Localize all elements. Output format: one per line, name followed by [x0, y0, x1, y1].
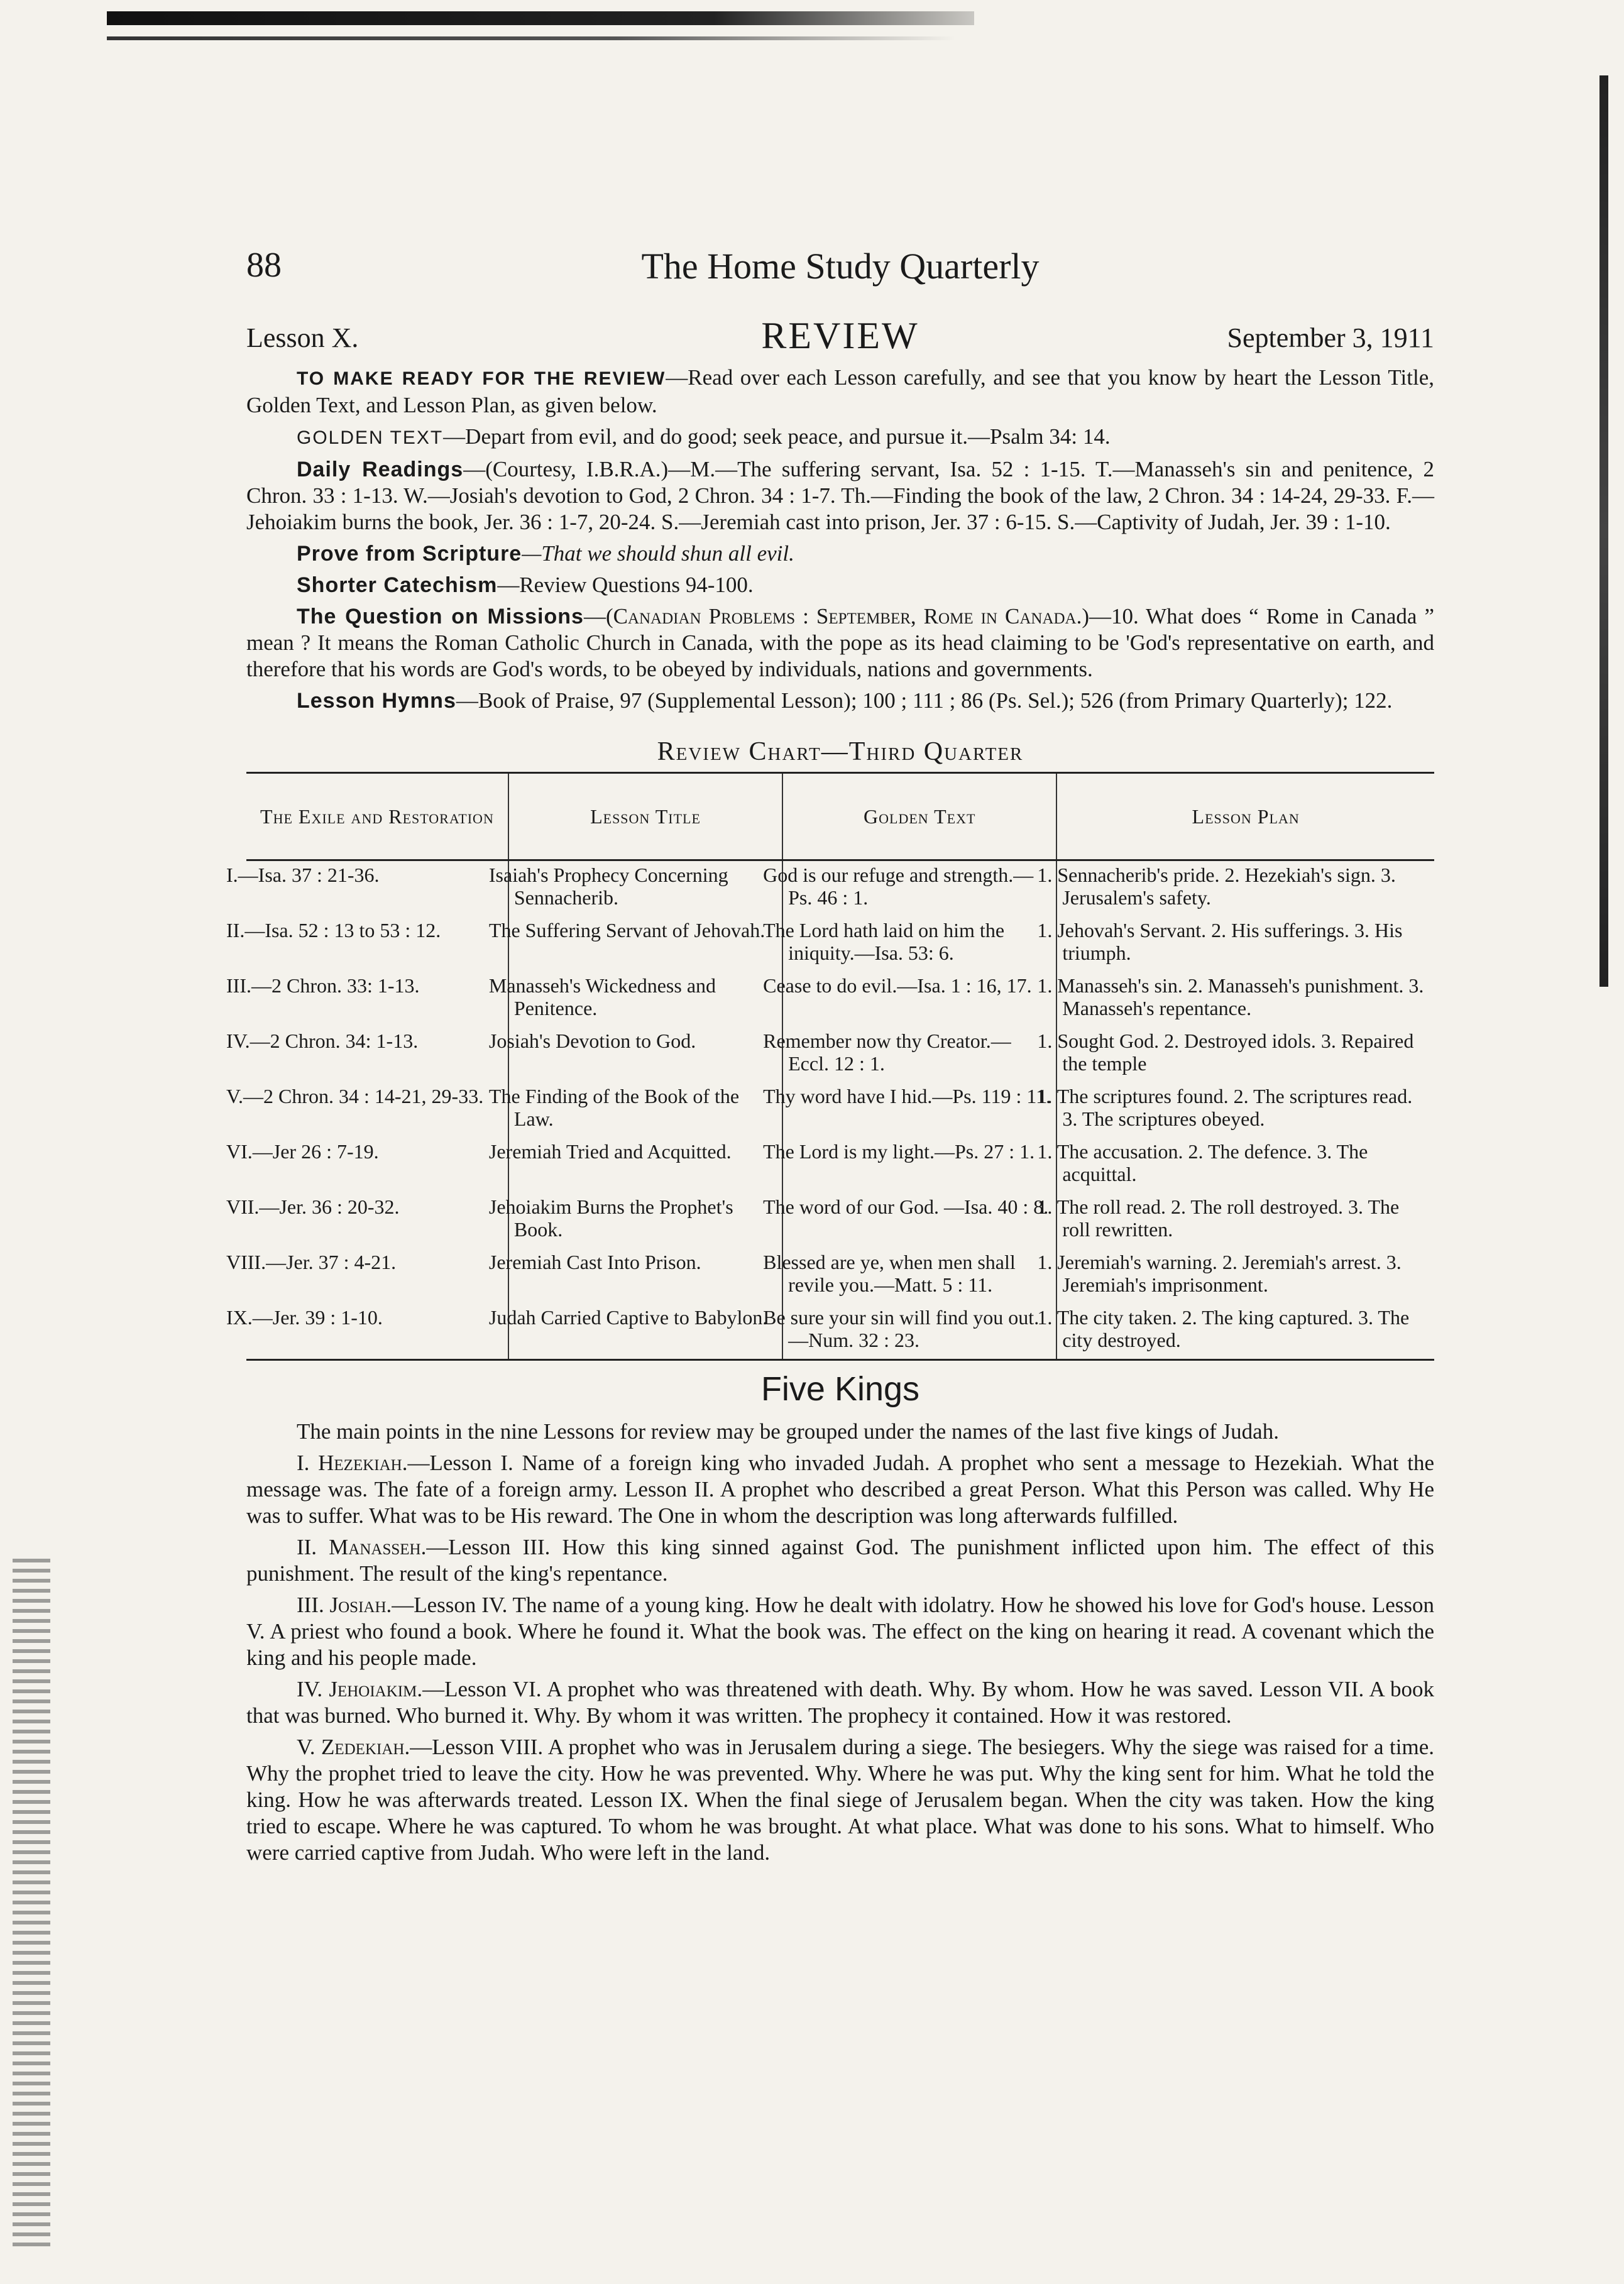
missions-text: What does “ Rome in Canada ” mean ? It means the Roman Catholic Church in Canada, with the pope as its head claiming to be 'God's representative on earth, and therefore that his words are God's words, to be obeyed by individuals, nations and governments.	[246, 604, 1435, 681]
prove-text: —That we should shun all evil.	[522, 541, 794, 566]
catechism-paragraph	[246, 572, 1434, 598]
cell-plan: 1. Manasseh's sin. 2. Manasseh's punishment. 3. Manasseh's repentance.	[1056, 972, 1434, 1027]
hymns-paragraph	[246, 688, 1434, 714]
page-number: 88	[246, 246, 282, 285]
king-text: —Lesson VIII. A prophet who was in Jerusalem during a siege. The besiegers. Why the siege was raised for a time. Why the prophet tried to leave the city. How he was prevented. Why. Where he was put. Why the king sent for him. What he told the king. How he was afterwards treated. Lesson IX. When the final siege of Jerusalem began. When the city was taken. How the king tried to escape. Where he was captured. To whom he was brought. At what place. What was done to his sons. What to himself. Who were carried captive from Judah. Who were left in the land.	[246, 1735, 1434, 1865]
table-row	[246, 1082, 1434, 1138]
cell-title: Jehoiakim Burns the Prophet's Book.	[508, 1193, 782, 1248]
table-row	[246, 1138, 1434, 1193]
cell-golden: The Lord hath laid on him the iniquity.—Isa. 53: 6.	[782, 916, 1056, 972]
prepare-paragraph	[246, 365, 1434, 419]
table-row	[246, 1027, 1434, 1082]
cell-plan: 1. The city taken. 2. The king captured. 3. The city destroyed.	[1056, 1304, 1434, 1360]
cell-title: Isaiah's Prophecy Concerning Sennacherib.	[508, 860, 782, 917]
cell-plan: 1. Jehovah's Servant. 2. His sufferings. 3. His triumph.	[1056, 916, 1434, 972]
scan-artifact-top	[107, 11, 974, 25]
column-header-passage: The Exile and Restoration	[246, 773, 508, 860]
daily-readings-label: Daily Readings	[297, 458, 464, 481]
cell-golden: Cease to do evil.—Isa. 1 : 16, 17.	[782, 972, 1056, 1027]
king-name: I. Hezekiah.	[297, 1451, 408, 1475]
cell-plan: 1. The accusation. 2. The defence. 3. The acquittal.	[1056, 1138, 1434, 1193]
cell-passage: I.—Isa. 37 : 21-36.	[226, 864, 380, 886]
cell-passage: IX.—Jer. 39 : 1-10.	[246, 1304, 508, 1360]
cell-golden: Thy word have I hid.—Ps. 119 : 11.	[782, 1082, 1056, 1138]
column-header-lesson-plan: Lesson Plan	[1056, 773, 1434, 860]
catechism-text: —Review Questions 94-100.	[497, 573, 754, 597]
cell-plan: 1. Sennacherib's pride. 2. Hezekiah's sign. 3. Jerusalem's safety.	[1056, 860, 1434, 917]
king-paragraph	[246, 1450, 1434, 1529]
daily-readings-paragraph	[246, 456, 1434, 535]
cell-passage: VI.—Jer 26 : 7-19.	[226, 1140, 379, 1163]
cell-passage: IV.—2 Chron. 34: 1-13.	[226, 1029, 419, 1052]
table-row	[246, 916, 1434, 972]
five-kings-heading: Five Kings	[760, 1370, 920, 1408]
cell-plan: 1. The scriptures found. 2. The scriptures read. 3. The scriptures obeyed.	[1056, 1082, 1434, 1138]
cell-passage: III.—2 Chron. 33: 1-13.	[226, 974, 420, 997]
prepare-text: —Read over each Lesson carefully, and see that you know by heart the Lesson Title, Golden Text, and Lesson Plan, as given below.	[246, 365, 1435, 417]
cell-plan: 1. The roll read. 2. The roll destroyed. 3. The roll rewritten.	[1056, 1193, 1434, 1248]
catechism-label: Shorter Catechism	[297, 573, 498, 597]
golden-text: —Depart from evil, and do good; seek peace, and pursue it.—Psalm 34: 14.	[443, 424, 1111, 449]
prove-label: Prove from Scripture	[297, 542, 522, 566]
review-chart-table	[226, 772, 1434, 1361]
missions-source: —(Canadian Problems : September, Rome in Canada.)—10.	[583, 604, 1139, 629]
cell-passage: V.—2 Chron. 34 : 14-21, 29-33.	[226, 1085, 484, 1107]
king-paragraph	[246, 1592, 1434, 1671]
cell-title: Jeremiah Cast Into Prison.	[508, 1248, 782, 1304]
table-row	[246, 972, 1434, 1027]
king-text: —Lesson VI. A prophet who was threatened with death. Why. By whom. How he was saved. Lesson VII. A book that was burned. Who burned it. Why. By whom it was written. The prophecy it contained. How it was restored.	[246, 1677, 1434, 1728]
scan-artifact-rule	[107, 36, 955, 40]
golden-text-label: GOLDEN TEXT	[297, 427, 444, 448]
cell-title: Manasseh's Wickedness and Penitence.	[508, 972, 782, 1027]
king-paragraph	[246, 1534, 1434, 1587]
daily-readings-text: —(Courtesy, I.B.R.A.)—M.—The suffering servant, Isa. 52 : 1-15. T.—Manasseh's sin and penitence, 2 Chron. 33 : 1-13. W.—Josiah's devotion to God, 2 Chron. 34 : 1-7. Th.—Finding the book of the law, 2 Chron. 34 : 14-24, 29-33. F.—Jehoiakim burns the book, Jer. 36 : 1-7, 20-24. S.—Jeremiah cast into prison, Jer. 37 : 6-15. S.—Captivity of Judah, Jer. 39 : 1-10.	[246, 457, 1434, 534]
table-row	[246, 1193, 1434, 1248]
running-header	[246, 245, 1434, 302]
missions-paragraph	[246, 603, 1434, 683]
cell-golden: The word of our God. —Isa. 40 : 8.	[782, 1193, 1056, 1248]
table-header-row	[246, 773, 1434, 860]
king-paragraph	[246, 1676, 1434, 1729]
king-text: —Lesson IV. The name of a young king. How he dealt with idolatry. How he showed his love for God's house. Lesson V. A priest who found a book. Where he found it. What the book was. The effect on the king on hearing it read. A covenant which the king and his people made.	[246, 1593, 1434, 1670]
king-name: IV. Jehoiakim.	[297, 1677, 423, 1701]
king-name: III. Josiah.	[297, 1593, 392, 1617]
king-name: V. Zedekiah.	[297, 1735, 410, 1759]
cell-plan: 1. Sought God. 2. Destroyed idols. 3. Repaired the temple	[1056, 1027, 1434, 1082]
table-row	[246, 1304, 1434, 1360]
lesson-date: September 3, 1911	[1227, 322, 1434, 353]
scan-artifact-edge	[1599, 75, 1608, 987]
king-text: —Lesson I. Name of a foreign king who invaded Judah. A prophet who sent a message to Hezekiah. What the message was. The fate of a foreign army. Lesson II. A prophet who described a great Person. What this Person was called. Why He was to suffer. What was to be His reward. The One in whom the description was long afterwards fulfilled.	[246, 1451, 1434, 1528]
hymns-text: —Book of Praise, 97 (Supplemental Lesson); 100 ; 111 ; 86 (Ps. Sel.); 526 (from Primary Quarterly); 122.	[456, 688, 1393, 713]
cell-title: Judah Carried Captive to Babylon.	[508, 1304, 782, 1360]
king-paragraph	[246, 1734, 1434, 1866]
cell-golden: Blessed are ye, when men shall revile you.—Matt. 5 : 11.	[782, 1248, 1056, 1304]
lesson-heading	[246, 314, 1434, 365]
prepare-label: TO MAKE READY FOR THE REVIEW	[297, 368, 666, 389]
scan-artifact-margin	[13, 1559, 50, 2250]
cell-golden: Remember now thy Creator.—Eccl. 12 : 1.	[782, 1027, 1056, 1082]
cell-title: The Suffering Servant of Jehovah.	[508, 916, 782, 972]
cell-plan: 1. Jeremiah's warning. 2. Jeremiah's arrest. 3. Jeremiah's imprisonment.	[1056, 1248, 1434, 1304]
king-name: II. Manasseh.	[297, 1535, 427, 1559]
five-kings-intro: The main points in the nine Lessons for review may be grouped under the names of the last five kings of Judah.	[297, 1419, 1279, 1444]
cell-passage: VIII.—Jer. 37 : 4-21.	[226, 1251, 397, 1273]
cell-title: Jeremiah Tried and Acquitted.	[508, 1138, 782, 1193]
cell-title: Josiah's Devotion to God.	[508, 1027, 782, 1082]
review-chart-title: Review Chart—Third Quarter	[657, 737, 1024, 766]
lesson-number: Lesson X.	[246, 322, 359, 353]
cell-golden: God is our refuge and strength.—Ps. 46 : 1.	[782, 860, 1056, 917]
cell-golden: The Lord is my light.—Ps. 27 : 1.	[782, 1138, 1056, 1193]
missions-label: The Question on Missions	[297, 605, 584, 629]
cell-passage: VII.—Jer. 36 : 20-32.	[226, 1195, 400, 1218]
cell-golden: Be sure your sin will find you out.—Num. 32 : 23.	[782, 1304, 1056, 1360]
prove-paragraph	[246, 541, 1434, 567]
king-text: —Lesson III. How this king sinned against God. The punishment inflicted upon him. The effect of this punishment. The result of the king's repentance.	[246, 1535, 1435, 1586]
column-header-lesson-title: Lesson Title	[508, 773, 782, 860]
hymns-label: Lesson Hymns	[297, 689, 456, 713]
publication-title: The Home Study Quarterly	[641, 246, 1040, 287]
page-content	[226, 245, 1435, 1871]
column-header-golden-text: Golden Text	[782, 773, 1056, 860]
lesson-title: REVIEW	[761, 315, 919, 356]
table-row	[246, 1248, 1434, 1304]
cell-title: The Finding of the Book of the Law.	[508, 1082, 782, 1138]
golden-text-paragraph	[246, 424, 1434, 451]
table-row	[246, 860, 1434, 917]
cell-passage: II.—Isa. 52 : 13 to 53 : 12.	[226, 919, 441, 942]
